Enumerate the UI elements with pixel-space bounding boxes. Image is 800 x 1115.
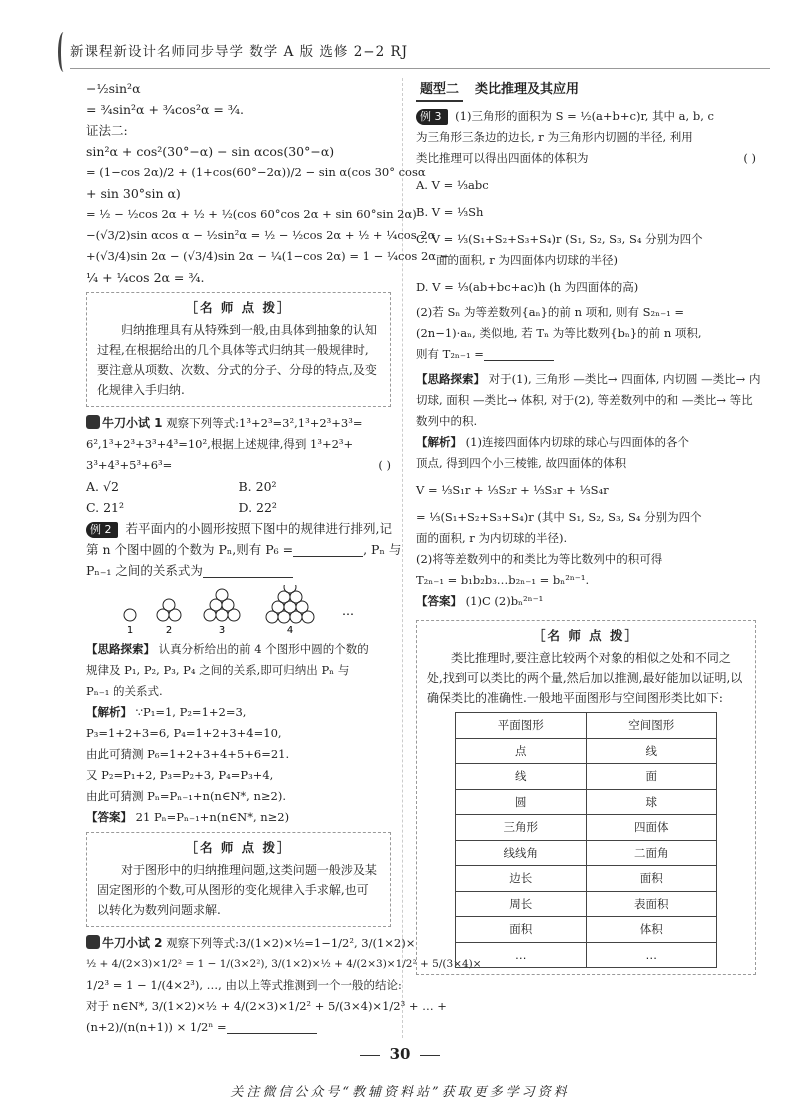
analysis-text: 规律及 P₁, P₂, P₃, P₄ 之间的关系,即可归纳出 Pₙ 与 <box>86 663 350 677</box>
table-cell: 三角形 <box>456 815 587 841</box>
part2-line: (2n−1)·aₙ, 类似地, 若 Tₙ 为等比数列{bₙ}的前 n 项积, <box>416 326 702 340</box>
table-header-row <box>456 713 717 739</box>
proof-line: = ¾sin²α + ¾cos²α = ¾. <box>86 102 244 117</box>
analysis-text: Pₙ₋₁ 的关系式. <box>86 684 163 698</box>
proof-line: −½sin²α <box>86 81 141 96</box>
page-number-dash <box>420 1055 440 1056</box>
practice-line: 1/2³ = 1 − 1/(4×2³), …, 由以上等式推测到一个一般的结论: <box>86 978 402 992</box>
table-cell: 表面积 <box>586 891 717 917</box>
table-header-cell: 平面图形 <box>456 713 587 739</box>
practice-line: ½ + 4/(2×3)×1/2² = 1 − 1/(3×2²), 3/(1×2)×½ + 4/(2×3)×1/2² + 5/(3×4)× <box>86 958 482 970</box>
practice-line: 观察下列等式:1³+2³=3²,1³+2³+3³= <box>166 416 363 430</box>
option-c-cont: 面的面积, r 为四面体内切球的半径) <box>436 253 618 267</box>
proof-line: −(√3/2)sin αcos α − ½sin²α = ½ − ½cos 2α + ½ + ¼cos 2α <box>86 228 436 242</box>
table-cell: 球 <box>586 789 717 815</box>
table-cell: 线 <box>586 738 717 764</box>
table-cell: 周长 <box>456 891 587 917</box>
option-b: B. 20² <box>238 479 277 494</box>
table-row <box>456 866 717 892</box>
proof-line: sin²α + cos²(30°−α) − sin αcos(30°−α) <box>86 144 335 159</box>
analysis-label: 【思路探索】 <box>416 372 485 386</box>
solution-line: T₂ₙ₋₁ = b₁b₂b₃…b₂ₙ₋₁ = bₙ²ⁿ⁻¹. <box>416 573 590 587</box>
solution-line: V = ⅓S₁r + ⅓S₂r + ⅓S₃r + ⅓S₄r <box>416 483 609 497</box>
example-line: 若平面内的小圆形按照下图中的规律进行排列,记 <box>125 521 392 536</box>
section-label: 题型二 <box>416 79 463 102</box>
example-tag: 例 2 <box>86 522 118 538</box>
table-cell: … <box>586 942 717 968</box>
circle-pattern-figure <box>86 585 391 635</box>
tip-text: 对于图形中的归纳推理问题,这类问题一般涉及某固定图形的个数,可从图形的变化规律入手求解,也可以转化为数列问题求解. <box>97 863 377 917</box>
solution-line: (1)连接四面体内切球的球心与四面体的各个 <box>465 435 689 449</box>
table-row <box>456 738 717 764</box>
answer-paren: ( ) <box>743 151 756 165</box>
table-cell: 四面体 <box>586 815 717 841</box>
example-2 <box>86 518 402 828</box>
solution-line: ∵P₁=1, P₂=1+2=3, <box>135 705 247 719</box>
answer-paren: ( ) <box>378 458 391 472</box>
table-cell: 线线角 <box>456 840 587 866</box>
right-column <box>416 78 761 981</box>
table-cell: 二面角 <box>586 840 717 866</box>
practice-line: 6²,1³+2³+3³+4³=10²,根据上述规律,得到 1³+2³+ <box>86 437 354 451</box>
header-bracket <box>58 32 69 72</box>
example-line: 第 n 个图中圆的个数为 Pₙ,则有 P₆ = <box>86 542 294 557</box>
tip-title: ［名 师 点 拨］ <box>185 840 292 855</box>
option-c: C. V = ⅓(S₁+S₂+S₃+S₄)r (S₁, S₂, S₃, S₄ 分别为四个 <box>416 232 703 246</box>
solution-label: 【解析】 <box>416 435 462 449</box>
fig-label: 3 <box>218 625 226 635</box>
example-line: 为三角形三条边的边长, r 为三角形内切圆的半径, 利用 <box>416 130 693 144</box>
solution-line: = ⅓(S₁+S₂+S₃+S₄)r (其中 S₁, S₂, S₃, S₄ 分别为四个 <box>416 510 702 524</box>
section-title: 类比推理及其应用 <box>475 82 580 97</box>
column-divider <box>402 78 403 1038</box>
proof-line: = ½ − ½cos 2α + ½ + ½(cos 60°cos 2α + sin 60°sin 2α) <box>86 207 417 221</box>
analysis-label: 【思路探索】 <box>86 642 155 656</box>
table-row <box>456 764 717 790</box>
knife-icon <box>86 415 100 429</box>
answer-text: 21 Pₙ=Pₙ₋₁+n(n∈N*, n≥2) <box>135 810 290 824</box>
fig-ellipsis: … <box>342 604 354 618</box>
proof-line: +(√3/4)sin 2α − (√3/4)sin 2α − ¼(1−cos 2α) = 1 − ¼cos 2α − <box>86 249 450 263</box>
practice-tag: 牛刀小试 1 <box>86 413 163 434</box>
table-row <box>456 789 717 815</box>
practice-line: 观察下列等式:3/(1×2)×½=1−1/2², 3/(1×2)× <box>166 936 416 950</box>
teacher-tip-2 <box>86 832 391 927</box>
table-cell: 线 <box>456 764 587 790</box>
teacher-tip-1 <box>86 292 391 407</box>
practice-tag: 牛刀小试 2 <box>86 933 163 954</box>
table-row <box>456 891 717 917</box>
analogy-table <box>455 712 717 968</box>
answer-label: 【答案】 <box>416 594 462 608</box>
fig4-circle <box>284 585 296 593</box>
tip-title: ［名 师 点 拨］ <box>532 628 640 643</box>
answer-blank <box>484 346 554 361</box>
table-cell: 圆 <box>456 789 587 815</box>
solution-line: 面的面积, r 为内切球的半径). <box>416 531 568 545</box>
tip-title: ［名 师 点 拨］ <box>185 300 292 315</box>
table-cell: 面积 <box>456 917 587 943</box>
example-line: Pₙ₋₁ 之间的关系式为 <box>86 563 203 578</box>
practice-line: 对于 n∈N*, 3/(1×2)×½ + 4/(2×3)×1/2² + 5/(3×4)×1/2³ + … + <box>86 999 447 1013</box>
option-b: B. V = ⅓Sh <box>416 205 484 219</box>
option-c: C. 21² <box>86 500 124 515</box>
answer-blank <box>203 563 293 578</box>
answer-text: (1)C (2)bₙ²ⁿ⁻¹ <box>465 594 544 608</box>
practice-2 <box>86 933 482 1038</box>
circle-pattern-svg <box>86 585 391 635</box>
page-header <box>70 42 770 69</box>
fig-label: 2 <box>165 625 173 635</box>
table-row <box>456 840 717 866</box>
example-tag: 例 3 <box>416 109 448 125</box>
option-a: A. √2 <box>86 479 119 494</box>
solution-label: 【解析】 <box>86 705 132 719</box>
part2-line: 则有 T₂ₙ₋₁ = <box>416 347 484 361</box>
page-number-dash <box>360 1055 380 1056</box>
table-cell: 面 <box>586 764 717 790</box>
table-header-cell: 空间图形 <box>586 713 717 739</box>
analysis-text: 对于(1), 三角形 —类比→ 四面体, 内切圆 —类比→ 内 <box>488 372 761 386</box>
solution-line: 顶点, 得到四个小三棱锥, 故四面体的体积 <box>416 456 627 470</box>
table-cell: 点 <box>456 738 587 764</box>
fig2-circle <box>163 599 175 611</box>
option-d: D. V = ⅓(ab+bc+ac)h (h 为四面体的高) <box>416 280 639 294</box>
knife-icon <box>86 935 100 949</box>
option-d: D. 22² <box>238 500 277 515</box>
teacher-tip-3 <box>416 620 756 975</box>
fig-label: 1 <box>126 625 134 635</box>
page-number: 30 <box>0 1044 800 1065</box>
page-footer: 关注微信公众号“教辅资料站”获取更多学习资料 <box>230 1085 570 1100</box>
table-row <box>456 815 717 841</box>
example-line: , Pₙ 与 <box>363 542 402 557</box>
answer-blank <box>227 1019 317 1034</box>
proof-line: ¼ + ¼cos 2α = ¾. <box>86 270 205 285</box>
tip-text: 归纳推理具有从特殊到一般,由具体到抽象的认知过程,在根据给出的几个具体等式归纳其一般规律时,要注意从项数、次数、分式的分子、分母的特点,及变化规律入手归纳. <box>97 323 377 397</box>
part2-line: (2)若 Sₙ 为等差数列{aₙ}的前 n 项和, 则有 S₂ₙ₋₁ = <box>416 305 685 319</box>
answer-label: 【答案】 <box>86 810 132 824</box>
header-text: 新课程新设计名师同步导学 数学 A 版 选修 2−2 RJ <box>70 44 409 60</box>
analysis-text: 数列中的积. <box>416 414 478 428</box>
solution-line: 又 P₂=P₁+2, P₃=P₂+3, P₄=P₃+4, <box>86 768 274 782</box>
fig1-circle <box>124 609 136 621</box>
solution-line: P₃=1+2+3=6, P₄=1+2+3+4=10, <box>86 726 282 740</box>
answer-blank <box>293 542 363 557</box>
fig-label: 4 <box>286 625 294 635</box>
proof-line: 证法二: <box>86 123 128 138</box>
analysis-text: 切球, 面积 —类比→ 体积, 对于(2), 等差数列中的和 —类比→ 等比 <box>416 393 753 407</box>
practice-1 <box>86 413 391 518</box>
table-cell: … <box>456 942 587 968</box>
practice-line: (n+2)/(n(n+1)) × 1/2ⁿ = <box>86 1020 227 1034</box>
solution-line: (2)将等差数列中的和类比为等比数列中的积可得 <box>416 552 663 566</box>
analysis-text: 认真分析给出的前 4 个图形中圆的个数的 <box>158 642 369 656</box>
example-line: (1)三角形的面积为 S = ½(a+b+c)r, 其中 a, b, c <box>455 109 714 123</box>
practice-line: 3³+4³+5³+6³= <box>86 458 173 472</box>
option-a: A. V = ⅓abc <box>416 178 489 192</box>
solution-line: 由此可猜测 Pₙ=Pₙ₋₁+n(n∈N*, n≥2). <box>86 789 286 803</box>
tip-text: 类比推理时,要注意比较两个对象的相似之处和不同之处,找到可以类比的两个量,然后加以推测,最好能加以证明,以确保类比的准确性.一般地平面图形与空间图形类比如下: <box>427 651 743 705</box>
solution-line: 由此可猜测 P₆=1+2+3+4+5+6=21. <box>86 747 290 761</box>
table-row <box>456 942 717 968</box>
table-row <box>456 917 717 943</box>
example-line: 类比推理可以得出四面体的体积为 <box>416 151 589 165</box>
table-cell: 体积 <box>586 917 717 943</box>
proof-line: + sin 30°sin α) <box>86 186 181 201</box>
table-cell: 边长 <box>456 866 587 892</box>
proof-line: = (1−cos 2α)/2 + (1+cos(60°−2α))/2 − sin α(cos 30° cosα <box>86 165 426 179</box>
fig3-circle <box>216 589 228 601</box>
table-cell: 面积 <box>586 866 717 892</box>
